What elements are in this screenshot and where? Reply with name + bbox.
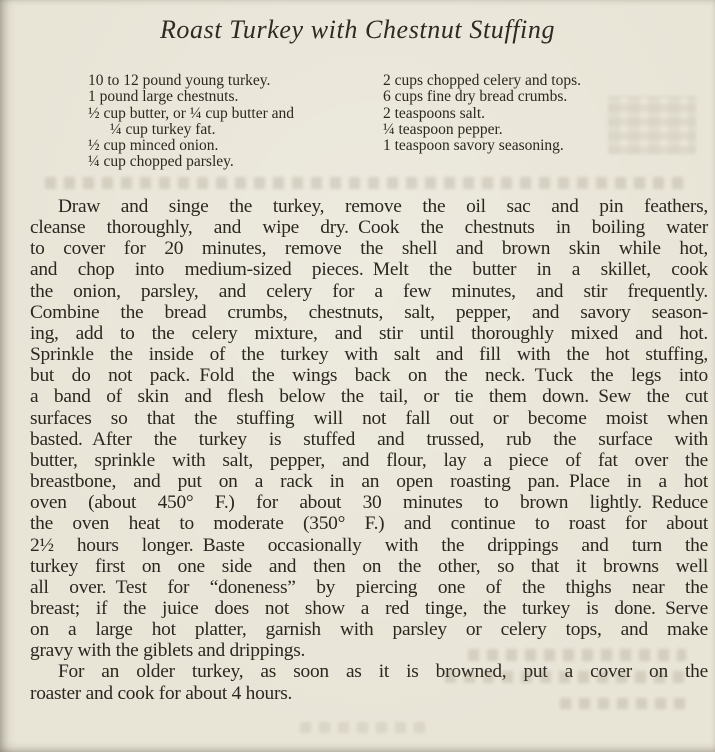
instruction-line: For an older turkey, as soon as it is browned, put a cover on the [58, 661, 708, 683]
instruction-line: Sprinkle the inside of the turkey with salt and fill with the hot stuffing, [30, 344, 708, 366]
instruction-line: on a large hot platter, garnish with parsley or celery tops, and make [30, 619, 708, 641]
ingredient-item: 10 to 12 pound young turkey. [88, 72, 271, 89]
instruction-line: turkey first on one side and then on the other, so that it browns well [30, 555, 708, 577]
instruction-line: roaster and cook for about 4 hours. [30, 682, 293, 704]
instruction-line: gravy with the giblets and drippings. [30, 640, 306, 662]
ingredient-item: ¼ cup turkey fat. [110, 120, 216, 138]
instruction-line: the oven heat to moderate (350° F.) and continue to roast for about [30, 513, 708, 535]
instruction-line: but do not pack. Fold the wings back on the neck. Tuck the legs into [30, 365, 708, 387]
instruction-line: to cover for 20 minutes, remove the shell and brown skin while hot, [30, 238, 708, 260]
instruction-line: butter, sprinkle with salt, pepper, and flour, lay a piece of fat over the [30, 449, 708, 471]
instruction-line: surfaces so that the stuffing will not fall out or become moist when [30, 407, 708, 429]
instruction-line: the onion, parsley, and celery for a few minutes, and stir frequently. [30, 280, 708, 302]
instruction-line: a band of skin and flesh below the tail, or tie them down. Sew the cut [30, 386, 708, 408]
instructions-section [30, 196, 708, 704]
instruction-line: Combine the bread crumbs, chestnuts, salt, pepper, and savory season- [30, 301, 708, 323]
ingredient-item: 6 cups fine dry bread crumbs. [383, 88, 568, 106]
ingredient-item: 2 cups chopped celery and tops. [383, 72, 581, 89]
instruction-line: breast; if the juice does not show a red tinge, the turkey is done. Serve [30, 597, 708, 619]
instruction-line: basted. After the turkey is stuffed and trussed, rub the surface with [30, 428, 708, 450]
ingredient-item: 2 teaspoons salt. [383, 104, 486, 122]
instruction-line: cleanse thoroughly, and wipe dry. Cook the chestnuts in boiling water [30, 217, 708, 239]
recipe-title: Roast Turkey with Chestnut Stuffing [159, 15, 556, 44]
instruction-line: all over. Test for “doneness” by piercing one of the thighs near the [30, 576, 708, 598]
instruction-line: Draw and singe the turkey, remove the oil sac and pin feathers, [58, 196, 708, 217]
bleed-through-smudge [45, 177, 690, 189]
ingredient-item: ½ cup butter, or ¼ cup butter and [88, 104, 294, 122]
ingredient-item: ¼ teaspoon pepper. [383, 120, 503, 138]
ingredient-item: 1 teaspoon savory seasoning. [383, 137, 564, 155]
instruction-line: ing, add to the celery mixture, and stir until thoroughly mixed and hot. [30, 322, 708, 344]
ingredients-section [88, 73, 702, 171]
ingredient-item: ¼ cup chopped parsley. [88, 153, 234, 171]
instruction-line: breastbone, and put on a rack in an open roasting pan. Place in a hot [30, 471, 708, 493]
ingredient-item: ½ cup minced onion. [88, 137, 219, 155]
ingredient-item: 1 pound large chestnuts. [88, 88, 239, 106]
instruction-line: and chop into medium-sized pieces. Melt the butter in a skillet, cook [30, 259, 708, 281]
bleed-through-smudge [300, 722, 428, 733]
ingredients-column-right [383, 73, 702, 171]
ingredients-column-left [88, 73, 383, 171]
instruction-line: oven (about 450° F.) for about 30 minutes to brown lightly. Reduce [30, 492, 708, 514]
instruction-line: 2½ hours longer. Baste occasionally with the drippings and turn the [30, 534, 708, 556]
